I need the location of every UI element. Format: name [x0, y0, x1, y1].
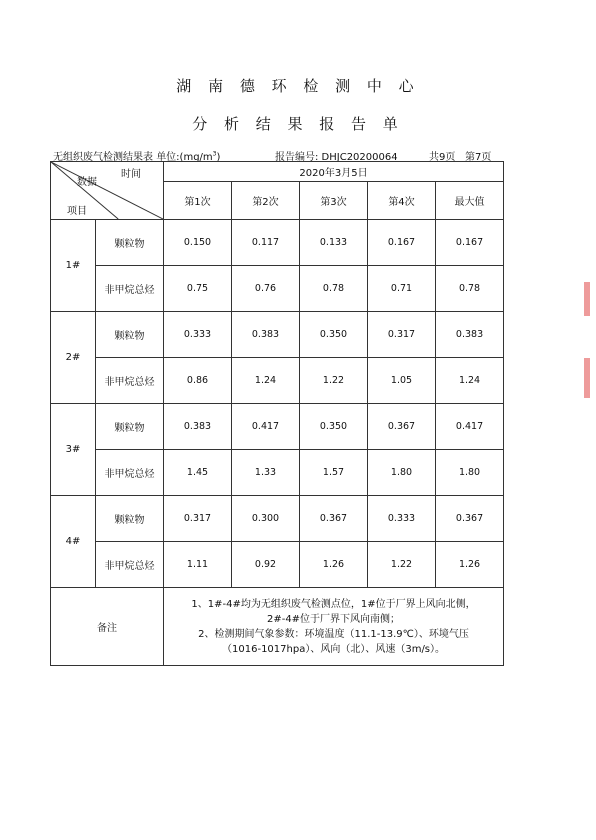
- value-cell: 1.24: [436, 358, 504, 404]
- item-cell: 非甲烷总烃: [96, 542, 164, 588]
- column-header: 第3次: [300, 182, 368, 220]
- table-row: [51, 266, 504, 312]
- table-row: [51, 312, 504, 358]
- note-line: 2、检测期间气象参数：环境温度（11.1-13.9℃）、环境气压: [198, 628, 469, 640]
- site-cell: 4#: [51, 496, 96, 588]
- value-cell: 0.78: [436, 266, 504, 312]
- unit-superscript: 3: [212, 150, 217, 158]
- table-row: [51, 358, 504, 404]
- value-cell: 0.150: [164, 220, 232, 266]
- table-name: 无组织废气检测结果表: [53, 152, 153, 163]
- column-header: 第2次: [232, 182, 300, 220]
- value-cell: 0.317: [164, 496, 232, 542]
- table-row: [51, 542, 504, 588]
- value-cell: 1.26: [300, 542, 368, 588]
- value-cell: 1.57: [300, 450, 368, 496]
- report-meta: [53, 148, 501, 162]
- item-cell: 颗粒物: [96, 312, 164, 358]
- notes-row: [51, 588, 504, 666]
- value-cell: 0.367: [300, 496, 368, 542]
- value-cell: 0.75: [164, 266, 232, 312]
- unit-close: ): [216, 152, 221, 163]
- pages-total: 共9页: [429, 152, 456, 163]
- value-cell: 0.333: [164, 312, 232, 358]
- value-cell: 0.367: [436, 496, 504, 542]
- notes-label: 备注: [51, 588, 164, 666]
- value-cell: 0.350: [300, 312, 368, 358]
- value-cell: 0.350: [300, 404, 368, 450]
- value-cell: 0.367: [368, 404, 436, 450]
- report-number: 报告编号: DHJC20200064: [275, 152, 398, 163]
- column-header: 第1次: [164, 182, 232, 220]
- table-row: [51, 450, 504, 496]
- value-cell: 0.300: [232, 496, 300, 542]
- value-cell: 1.80: [368, 450, 436, 496]
- value-cell: 1.80: [436, 450, 504, 496]
- results-table: [50, 161, 504, 666]
- value-cell: 0.167: [436, 220, 504, 266]
- site-cell: 2#: [51, 312, 96, 404]
- site-cell: 1#: [51, 220, 96, 312]
- value-cell: 1.24: [232, 358, 300, 404]
- value-cell: 0.417: [232, 404, 300, 450]
- value-cell: 1.05: [368, 358, 436, 404]
- corner-time-label: 时间: [121, 169, 141, 180]
- site-cell: 3#: [51, 404, 96, 496]
- value-cell: 0.76: [232, 266, 300, 312]
- value-cell: 0.92: [232, 542, 300, 588]
- item-cell: 颗粒物: [96, 220, 164, 266]
- table-row: [51, 404, 504, 450]
- corner-item-label: 项目: [67, 206, 87, 217]
- value-cell: 0.86: [164, 358, 232, 404]
- value-cell: 1.33: [232, 450, 300, 496]
- value-cell: 0.71: [368, 266, 436, 312]
- value-cell: 0.117: [232, 220, 300, 266]
- stamp-edge-mark: [584, 282, 590, 316]
- value-cell: 0.383: [436, 312, 504, 358]
- org-title: 湖 南 德 环 检 测 中 心: [176, 77, 420, 95]
- column-header: 最大值: [436, 182, 504, 220]
- item-cell: 非甲烷总烃: [96, 358, 164, 404]
- value-cell: 0.333: [368, 496, 436, 542]
- value-cell: 0.317: [368, 312, 436, 358]
- value-cell: 1.26: [436, 542, 504, 588]
- item-cell: 颗粒物: [96, 404, 164, 450]
- column-header: 第4次: [368, 182, 436, 220]
- table-row: [51, 220, 504, 266]
- note-line: 2#-4#位于厂界下风向南侧；: [266, 613, 401, 625]
- value-cell: 0.133: [300, 220, 368, 266]
- header-corner-cell: [51, 162, 164, 220]
- value-cell: 1.22: [368, 542, 436, 588]
- doc-title: 分 析 结 果 报 告 单: [192, 115, 404, 133]
- stamp-edge-mark: [584, 358, 590, 398]
- item-cell: 颗粒物: [96, 496, 164, 542]
- value-cell: 0.383: [164, 404, 232, 450]
- value-cell: 0.417: [436, 404, 504, 450]
- item-cell: 非甲烷总烃: [96, 266, 164, 312]
- page-current: 第7页: [465, 152, 492, 163]
- item-cell: 非甲烷总烃: [96, 450, 164, 496]
- unit-label: 单位:(mg/m: [156, 152, 213, 163]
- value-cell: 1.22: [300, 358, 368, 404]
- value-cell: 1.45: [164, 450, 232, 496]
- table-row: [51, 496, 504, 542]
- corner-data-label: 数据: [77, 177, 97, 188]
- value-cell: 0.383: [232, 312, 300, 358]
- value-cell: 0.167: [368, 220, 436, 266]
- note-line: 1、1#-4#均为无组织废气检测点位，1#位于厂界上风向北侧，: [191, 598, 476, 610]
- value-cell: 1.11: [164, 542, 232, 588]
- date-header: 2020年3月5日: [164, 162, 504, 182]
- notes-cell: [164, 588, 504, 666]
- value-cell: 0.78: [300, 266, 368, 312]
- note-line: （1016-1017hpa）、风向（北）、风速（3m/s）。: [222, 643, 446, 655]
